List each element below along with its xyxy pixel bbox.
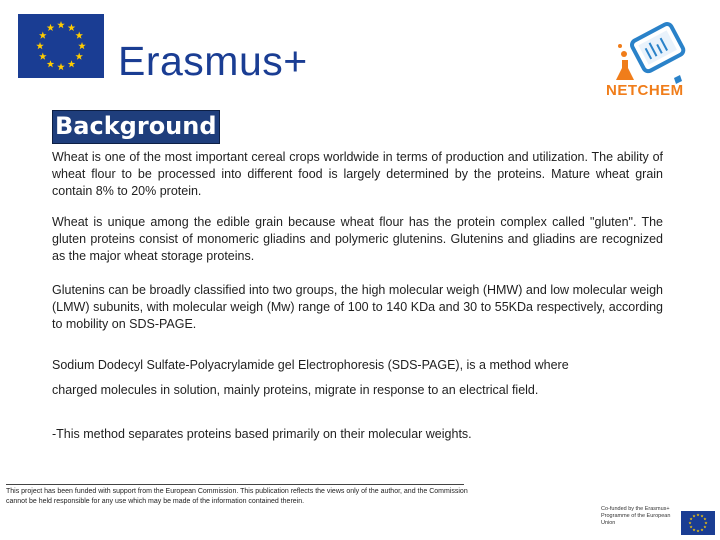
eu-star bbox=[696, 513, 699, 516]
eu-star bbox=[39, 53, 47, 60]
eu-star bbox=[703, 525, 706, 528]
eu-star bbox=[690, 517, 693, 520]
eu-star bbox=[696, 529, 699, 532]
paragraph-charged: charged molecules in solution, mainly proteins, migrate in response to an electrical field. bbox=[52, 383, 539, 397]
eu-star bbox=[39, 32, 47, 39]
eu-star bbox=[36, 42, 44, 49]
paragraph-method: -This method separates proteins based primarily on their molecular weights. bbox=[52, 427, 472, 441]
cofunded-label: Co-funded by the Erasmus+ Programme of the European Union bbox=[601, 506, 671, 526]
paragraph-gluten: Wheat is unique among the edible grain because wheat flour has the protein complex called "gluten". The gluten proteins consist of monomeric gliadins and polymeric glutenins. Glutenins and gliadins are recognized as the major wheat storage proteins. bbox=[52, 215, 663, 263]
eu-star bbox=[700, 528, 703, 531]
slide-title-box bbox=[53, 111, 219, 143]
eu-star bbox=[75, 32, 83, 39]
footer-disclaimer: This project has been funded with support from the European Commission. This publication reflects the views only of the author, and the Commission cannot be held responsible for any use which may be made of the information contained therein. bbox=[6, 488, 468, 505]
eu-flag-icon bbox=[18, 14, 104, 78]
eu-star bbox=[68, 60, 76, 67]
erasmus-brand: Erasmus+ bbox=[118, 38, 308, 84]
eu-star bbox=[692, 528, 695, 531]
eu-star bbox=[690, 525, 693, 528]
eu-star bbox=[75, 53, 83, 60]
eu-star bbox=[57, 63, 65, 70]
paragraph-glutenins: Glutenins can be broadly classified into two groups, the high molecular weigh (HMW) and low molecular weigh (LMW) subunits, with molecular weigh (Mw) range of 100 to 140 KDa and 30 to 55KDa respectively, according to mobility on SDS-PAGE. bbox=[52, 283, 663, 331]
eu-star bbox=[78, 42, 86, 49]
footer-divider bbox=[6, 484, 464, 485]
eu-star bbox=[700, 514, 703, 517]
eu-star bbox=[57, 21, 65, 28]
slide-title: Background bbox=[55, 112, 217, 140]
paragraph-sds-page: Sodium Dodecyl Sulfate-Polyacrylamide gel Electrophoresis (SDS-PAGE), is a method where bbox=[52, 358, 569, 372]
eu-star bbox=[47, 24, 55, 31]
netchem-wordmark: NETCHEM bbox=[606, 82, 684, 99]
eu-star bbox=[688, 521, 691, 524]
eu-star bbox=[68, 24, 76, 31]
eu-star bbox=[47, 60, 55, 67]
eu-flag-small-icon bbox=[681, 511, 715, 535]
eu-star bbox=[692, 514, 695, 517]
eu-star bbox=[704, 521, 707, 524]
paragraph-intro: Wheat is one of the most important cereal crops worldwide in terms of production and utilization. The ability of wheat flour to be processed into different food is largely determined by the proteins. Mature wheat grain contain 8% to 20% protein. bbox=[52, 150, 663, 198]
eu-star bbox=[703, 517, 706, 520]
